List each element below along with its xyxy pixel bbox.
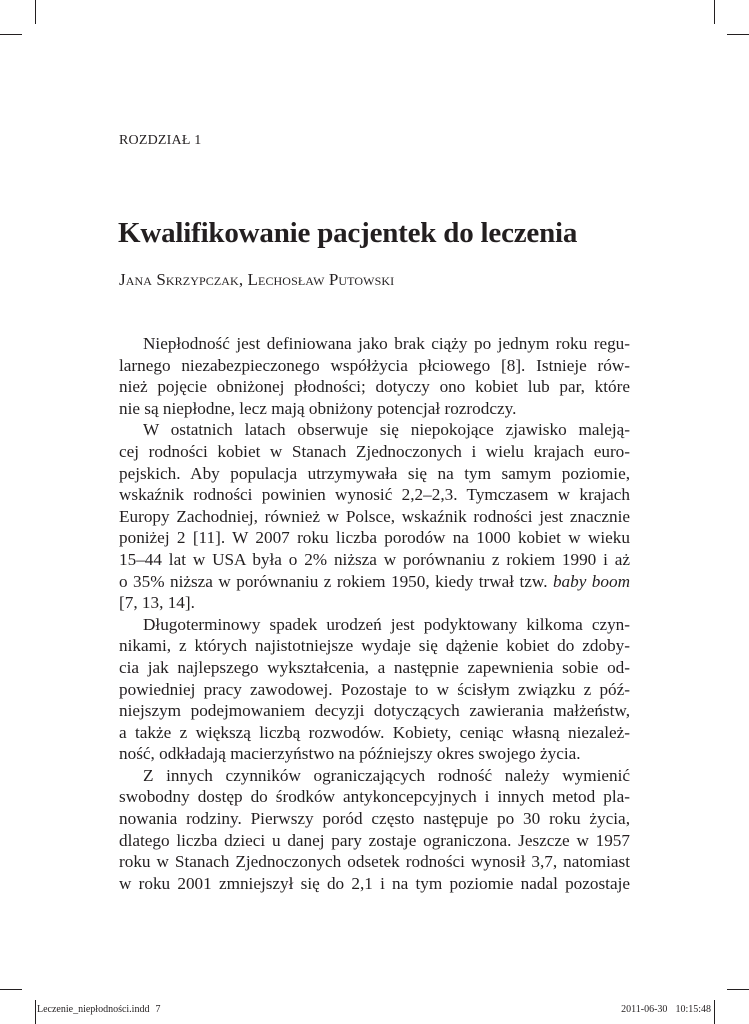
body-text bbox=[119, 333, 630, 894]
text-line: nie są niepłodne, lecz mają obniżony potencjał rozrodczy. bbox=[119, 398, 517, 418]
footer-timestamp bbox=[621, 1003, 711, 1017]
italic-term: baby boom bbox=[552, 571, 630, 591]
chapter-label: ROZDZIAŁ 1 bbox=[119, 133, 202, 148]
text-line-with-italic bbox=[119, 571, 630, 593]
crop-mark-top-left bbox=[35, 0, 36, 24]
crop-mark-top-left-h bbox=[0, 34, 22, 35]
footer-date: 2011-06-30 bbox=[621, 1004, 668, 1015]
page-title: Kwalifikowanie pacjentek do leczenia bbox=[118, 217, 578, 249]
text-line: roku w Stanach Zjednoczonych odsetek rodności wynosił 3,7, natomiast bbox=[119, 852, 630, 872]
text-line: nikami, z których najistotniejsze wydaje się dążenie kobiet do zdoby- bbox=[119, 636, 630, 656]
text-line: a także z większą liczbą rozwodów. Kobiety, ceniąc własną niezależ- bbox=[119, 722, 630, 742]
text-line: nowania rodziny. Pierwszy poród często następuje po 30 roku życia, bbox=[119, 809, 630, 829]
text-line: cia jak najlepszego wykształcenia, a następnie zapewnienia sobie od- bbox=[119, 657, 630, 677]
paragraph bbox=[119, 614, 630, 765]
text-line: larnego niezabezpieczonego współżycia płciowego [8]. Istnieje rów- bbox=[119, 355, 630, 375]
text-line: 15–44 lat w USA była o 2% niższa w porównaniu z rokiem 1990 i aż bbox=[119, 549, 630, 569]
text-line: wskaźnik rodności powinien wynosić 2,2–2,3. Tymczasem w krajach bbox=[119, 485, 630, 505]
text-line: dlatego liczba dzieci u danej pary zostaje ograniczona. Jeszcze w 1957 bbox=[119, 830, 630, 850]
text-line: swobodny dostęp do środków antykoncepcyjnych i innych metod pla- bbox=[119, 787, 630, 807]
crop-mark-bottom-right bbox=[714, 1000, 715, 1024]
paragraph bbox=[119, 765, 630, 895]
footer-time: 10:15:48 bbox=[675, 1004, 711, 1015]
crop-mark-bottom-left bbox=[35, 1000, 36, 1024]
footer-filename: Leczenie_niepłodności.indd bbox=[37, 1004, 150, 1015]
crop-mark-top-right bbox=[714, 0, 715, 24]
text-line: W ostatnich latach obserwuje się niepokojące zjawisko maleją- bbox=[143, 420, 630, 440]
text-line: Niepłodność jest definiowana jako brak ciąży po jednym roku regu- bbox=[143, 334, 630, 353]
text-line: Długoterminowy spadek urodzeń jest podyktowany kilkoma czyn- bbox=[143, 614, 630, 634]
text-line: nież pojęcie obniżonej płodności; dotyczy ono kobiet lub par, które bbox=[119, 377, 630, 397]
text-line: ność, odkładają macierzyństwo na późniejszy okres swojego życia. bbox=[119, 744, 581, 764]
text-line: poniżej 2 [11]. W 2007 roku liczba porodów na 1000 kobiet w wieku bbox=[119, 528, 630, 548]
text-line: [7, 13, 14]. bbox=[119, 593, 195, 613]
text-line: Europy Zachodniej, również w Polsce, wskaźnik rodności jest znacznie bbox=[119, 506, 630, 526]
crop-mark-bottom-right-h bbox=[727, 989, 749, 990]
paragraph bbox=[119, 333, 630, 419]
footer-page-number: 7 bbox=[155, 1004, 161, 1015]
text-line: Z innych czynników ograniczających rodność należy wymienić bbox=[143, 765, 630, 785]
text-line: powiedniej pracy zawodowej. Pozostaje to w ścisłym związku z póź- bbox=[119, 679, 630, 699]
text-line: cej rodności kobiet w Stanach Zjednoczonych i wielu krajach euro- bbox=[119, 441, 630, 461]
text-line-part: o 35% niższa w porównaniu z rokiem 1950, kiedy trwał tzw. bbox=[119, 571, 548, 591]
footer-file-info bbox=[37, 1003, 160, 1017]
text-line: pejskich. Aby populacja utrzymywała się na tym samym poziomie, bbox=[119, 463, 630, 483]
paragraph bbox=[119, 419, 630, 613]
crop-mark-bottom-left-h bbox=[0, 989, 22, 990]
crop-mark-top-right-h bbox=[727, 34, 749, 35]
text-line: niejszym podejmowaniem decyzji dotyczących zawierania małżeństw, bbox=[119, 701, 630, 721]
text-line: w roku 2001 zmniejszył się do 2,1 i na tym poziomie nadal pozostaje bbox=[119, 873, 630, 893]
authors: Jana Skrzypczak, Lechosław Putowski bbox=[119, 270, 395, 289]
